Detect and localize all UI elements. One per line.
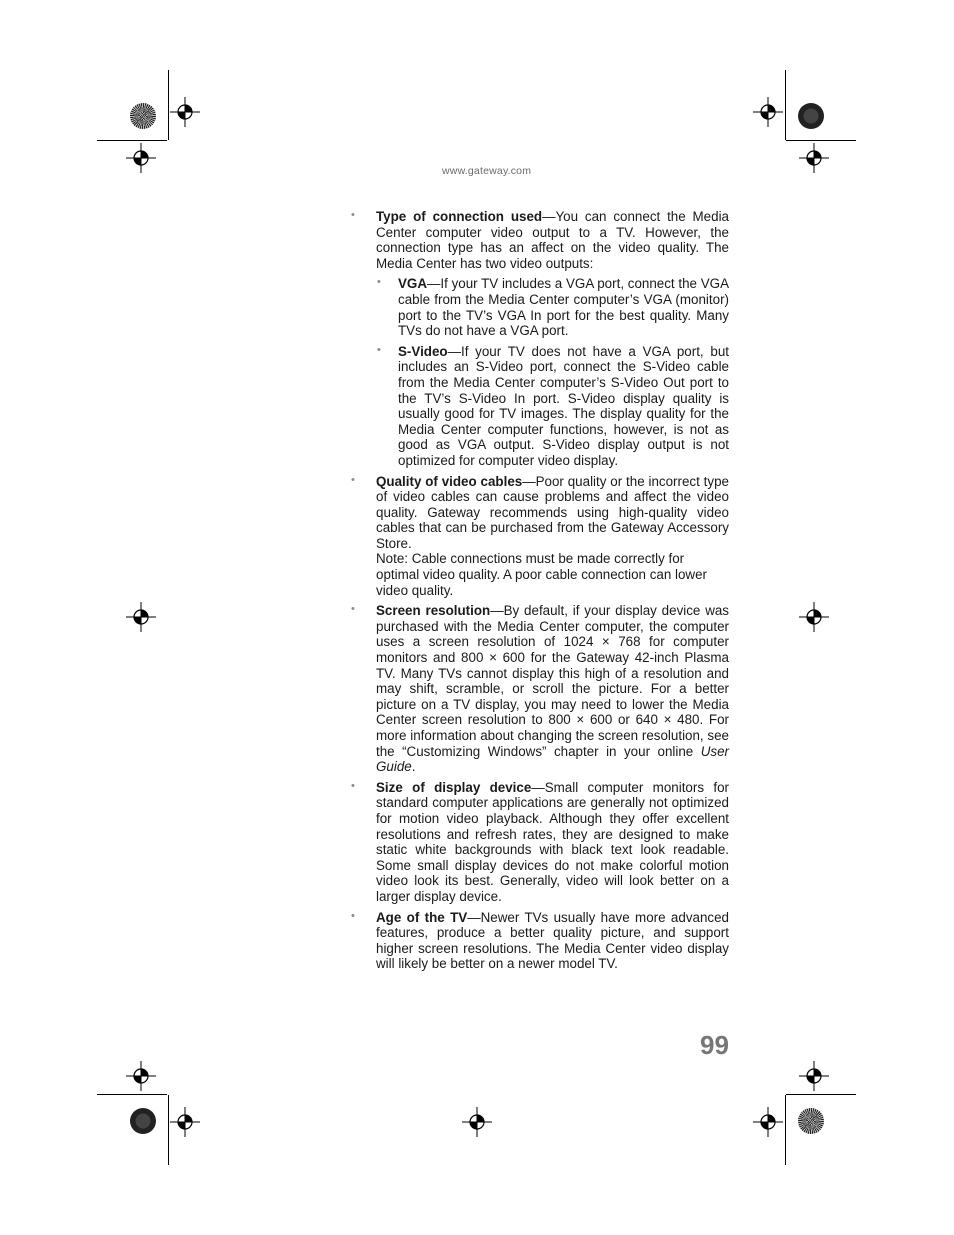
- bullet-icon: •: [351, 909, 355, 922]
- list-item: [349, 780, 729, 905]
- crop-mark: [97, 1094, 167, 1095]
- paragraph: [398, 344, 729, 469]
- paragraph: [376, 780, 729, 905]
- registration-target-icon: [126, 143, 156, 173]
- note-text: Note: Cable connections must be made correctly for optimal video quality. A poor cable connection can lower video quality.: [376, 551, 707, 598]
- sub-list: [376, 276, 729, 468]
- crop-mark: [168, 70, 169, 140]
- header-url: www.gateway.com: [442, 165, 532, 177]
- registration-disc-icon: [130, 1108, 156, 1134]
- item-text-tail: .: [411, 759, 416, 775]
- registration-target-icon: [170, 1107, 200, 1137]
- crop-mark: [785, 1095, 786, 1165]
- item-text: —If your TV includes a VGA port, connect the VGA cable from the Media Center computer’s VGA (monitor) port to the TV’s VGA In port for the best quality. Many TVs do not have a VGA port.: [398, 276, 729, 339]
- bullet-icon: •: [351, 603, 355, 616]
- item-text: —Newer TVs usually have more advanced features, produce a better quality picture, and support higher screen resolutions. The Media Center video display will likely be better on a newer model TV.: [376, 909, 729, 972]
- item-term: Screen resolution: [376, 603, 491, 619]
- list-item: [349, 603, 729, 775]
- registration-disc-icon: [798, 103, 824, 129]
- paragraph: [376, 209, 729, 271]
- registration-target-icon: [799, 143, 829, 173]
- item-text: —You can connect the Media Center computer video output to a TV. However, the connection type has an affect on the video quality. The Media Center has two video outputs:: [376, 209, 730, 271]
- item-term: S-Video: [398, 343, 448, 359]
- item-text: —Small computer monitors for standard computer applications are generally not optimized for motion video playback. Although they offer excellent resolutions and refresh rates, they are designed to make static white backgrounds with black text look readable. Some small display devices do not make colorful motion video look its best. Generally, video will look better on a larger display device.: [376, 779, 729, 904]
- item-text: —Poor quality or the incorrect type of video cables can cause problems and affect the video quality. Gateway recommends using high-quality video cables that can be purchased from the Gateway Accessory Store.: [376, 473, 729, 551]
- bullet-icon: •: [351, 779, 355, 792]
- item-term: Size of display device: [376, 779, 532, 795]
- page-number: 99: [700, 1030, 729, 1060]
- registration-target-icon: [753, 1107, 783, 1137]
- bullet-icon: •: [351, 473, 355, 486]
- crop-mark: [168, 1095, 169, 1165]
- paragraph: [398, 276, 729, 338]
- registration-target-icon: [799, 602, 829, 632]
- sub-list-item: [376, 344, 729, 469]
- registration-target-icon: [126, 1061, 156, 1091]
- registration-disc-icon: [798, 1108, 824, 1134]
- crop-mark: [786, 1094, 856, 1095]
- paragraph: [376, 603, 729, 775]
- list-item: [349, 474, 729, 599]
- bullet-icon: •: [377, 276, 381, 289]
- item-term: Age of the TV: [376, 909, 468, 925]
- registration-target-icon: [462, 1107, 492, 1137]
- registration-target-icon: [753, 97, 783, 127]
- paragraph: [376, 474, 729, 552]
- registration-target-icon: [126, 602, 156, 632]
- bullet-list: [349, 209, 729, 977]
- registration-target-icon: [170, 97, 200, 127]
- registration-disc-icon: [130, 103, 156, 129]
- italic-reference: User Guide: [376, 743, 729, 775]
- list-item: [349, 910, 729, 972]
- registration-target-icon: [799, 1061, 829, 1091]
- bullet-icon: •: [351, 209, 355, 221]
- crop-mark: [786, 140, 856, 141]
- item-text: —If your TV does not have a VGA port, but includes an S-Video port, connect the S-Video cable from the Media Center computer’s S-Video Out port to the TV’s S-Video In port. S-Video display quality is usually good for TV images. The display quality for the Media Center computer functions, however, is not as good as VGA output. S-Video display output is not optimized for computer video display.: [398, 343, 729, 468]
- crop-mark: [785, 70, 786, 140]
- list-item: [349, 209, 729, 469]
- crop-mark: [97, 140, 167, 141]
- bullet-icon: •: [377, 343, 381, 356]
- paragraph: [376, 910, 729, 972]
- item-term: Quality of video cables: [376, 473, 523, 489]
- sub-list-item: [376, 276, 729, 338]
- item-text: —By default, if your display device was purchased with the Media Center computer, the computer uses a screen resolution of 1024 × 768 for computer monitors and 800 × 600 for the Gateway 42-inch Plasma TV. Many TVs cannot display this high of a resolution and may shift, scramble, or scroll the picture. For a better picture on a TV display, you may need to lower the Media Center screen resolution to 800 × 600 or 640 × 480. For more information about changing the screen resolution, see the “Customizing Windows” chapter in your online: [376, 603, 730, 759]
- item-term: VGA: [398, 276, 428, 292]
- item-term: Type of connection used: [376, 209, 543, 224]
